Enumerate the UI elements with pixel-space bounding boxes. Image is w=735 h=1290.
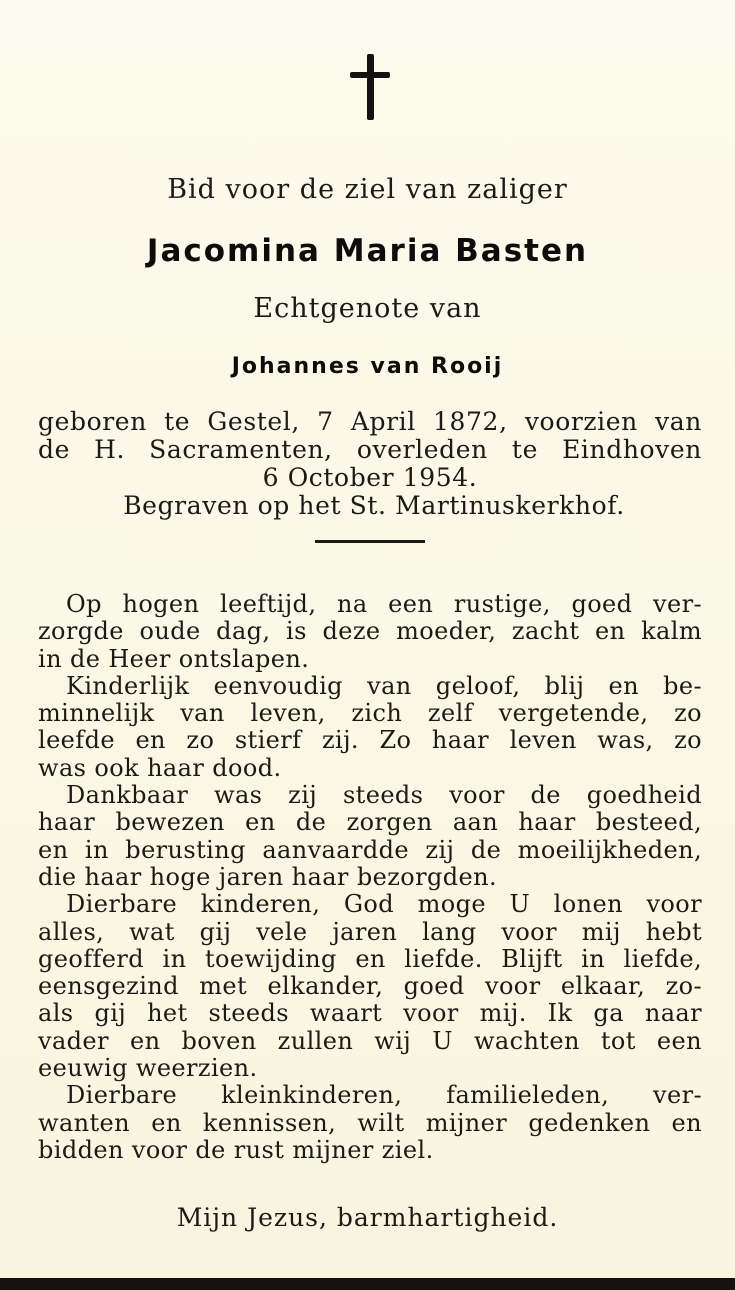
bio-line: 6 October 1954.	[262, 463, 478, 492]
body-line: Dierbare kleinkinderen, familieleden, ver-	[66, 1081, 702, 1110]
bio-line: geboren te Gestel, 7 April 1872, voorzien van	[38, 407, 702, 436]
body-line: bidden voor de rust mijner ziel.	[38, 1135, 434, 1164]
body-line: Dankbaar was zij steeds voor de goedheid	[66, 781, 702, 810]
body-line: eensgezind met elkander, goed voor elkaar, zo-	[38, 972, 702, 1001]
body-line: wanten en kennissen, wilt mijner gedenken en	[38, 1108, 702, 1137]
body-line: als gij het steeds waart voor mij. Ik ga naar	[38, 999, 702, 1028]
body-line: Op hogen leeftijd, na een rustige, goed ver-	[66, 590, 702, 618]
body-text	[38, 591, 702, 1164]
body-line: alles, wat gij vele jaren lang voor mij hebt	[38, 917, 702, 946]
body-line: haar bewezen en de zorgen aan haar besteed,	[38, 808, 702, 837]
body-line: vader en boven zullen wij U wachten tot een	[38, 1026, 702, 1055]
body-line: Dierbare kinderen, God moge U lonen voor	[66, 890, 702, 919]
divider	[315, 540, 425, 543]
body-line: was ook haar dood.	[38, 753, 282, 782]
relation-label: Echtgenote van	[253, 293, 482, 324]
body-line: eeuwig weerzien.	[38, 1054, 258, 1083]
body-line: en in berusting aanvaardde zij de moeilijkheden,	[38, 835, 702, 864]
body-line: minnelijk van leven, zich zelf vergetende, zo	[38, 699, 702, 728]
deceased-name: Jacomina Maria Basten	[146, 233, 589, 269]
body-line: geofferd in toewijding en liefde. Blijft in liefde,	[38, 944, 702, 973]
cross-icon	[350, 54, 390, 120]
bottom-border	[0, 1278, 735, 1290]
body-line: leefde en zo stierf zij. Zo haar leven was, zo	[38, 726, 702, 755]
bio-line: de H. Sacramenten, overleden te Eindhoven	[38, 435, 702, 464]
spouse-name: Johannes van Rooij	[231, 354, 504, 379]
bio-block	[38, 408, 702, 520]
body-line: die haar hoge jaren haar bezorgden.	[38, 862, 497, 891]
body-line: in de Heer ontslapen.	[38, 644, 310, 673]
prayer-line: Bid voor de ziel van zaliger	[167, 174, 568, 205]
body-line: zorgde oude dag, is deze moeder, zacht en kalm	[38, 617, 702, 646]
body-line: Kinderlijk eenvoudig van geloof, blij en be-	[66, 671, 702, 700]
bio-line: Begraven op het St. Martinuskerkhof.	[123, 491, 625, 520]
closing-line: Mijn Jezus, barmhartigheid.	[176, 1203, 559, 1232]
